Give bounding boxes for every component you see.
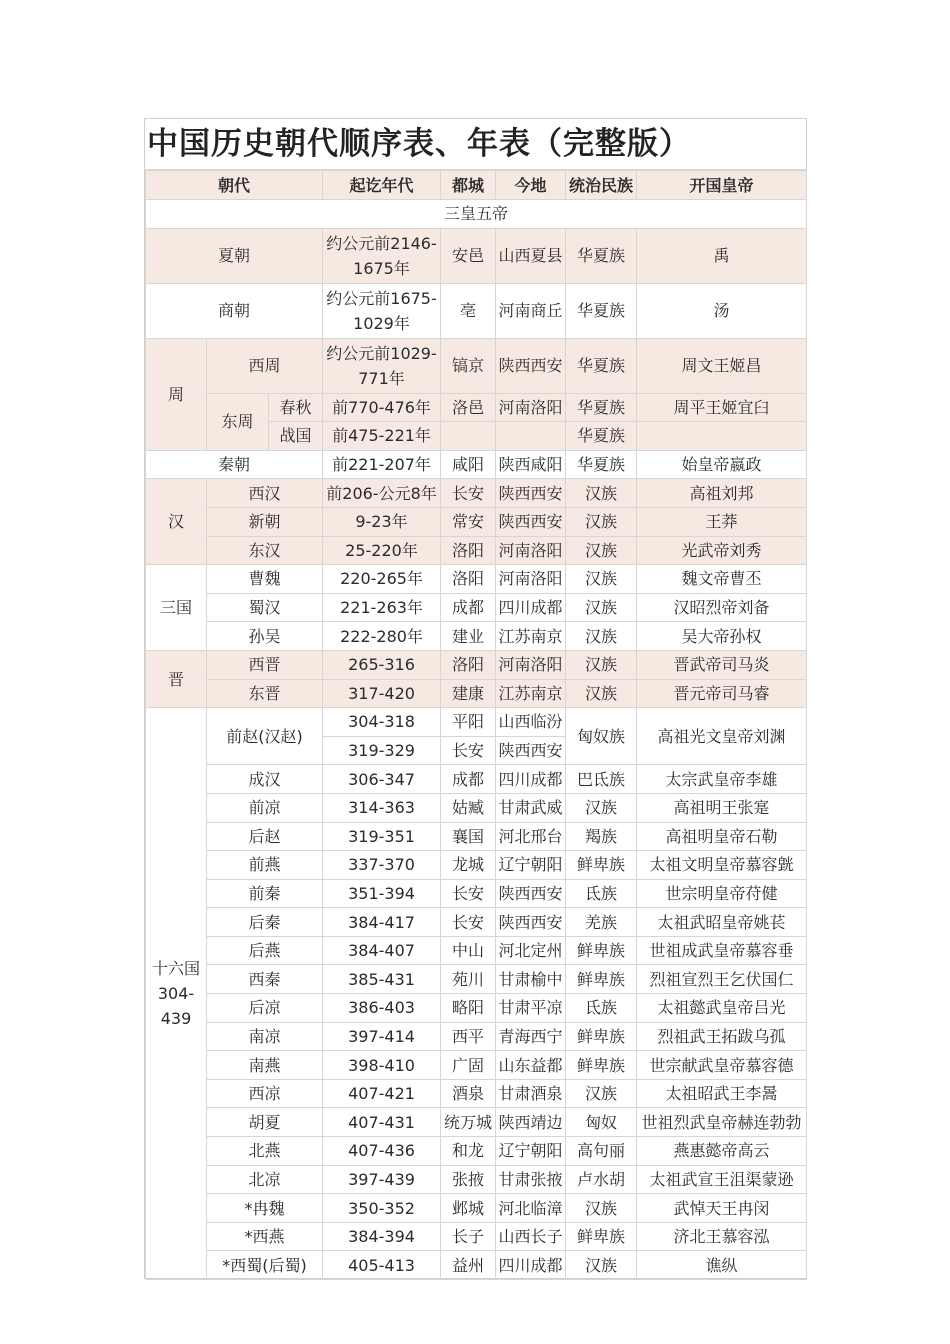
today-cell: 陕西咸阳 — [496, 450, 566, 479]
ethnic-cell: 巴氐族 — [566, 765, 637, 794]
years-cell: 222-280年 — [323, 622, 441, 651]
dynasty-cell: 东晋 — [207, 679, 323, 708]
years-cell: 384-407 — [323, 936, 441, 965]
ethnic-cell: 羯族 — [566, 822, 637, 851]
table-row — [146, 879, 807, 908]
founder-cell: 太祖昭武王李暠 — [637, 1079, 807, 1108]
group-zhou: 周 — [146, 338, 207, 450]
years-cell: 397-439 — [323, 1165, 441, 1194]
table-row — [146, 1251, 807, 1280]
today-cell: 陕西西安 — [496, 879, 566, 908]
capital-cell: 龙城 — [441, 851, 496, 880]
table-row — [146, 679, 807, 708]
ethnic-cell: 华夏族 — [566, 228, 637, 283]
today-cell: 山西临汾 — [496, 708, 566, 737]
ethnic-cell: 汉族 — [566, 536, 637, 565]
capital-cell: 成都 — [441, 593, 496, 622]
today-cell: 甘肃榆中 — [496, 965, 566, 994]
years-cell: 350-352 — [323, 1194, 441, 1223]
years-cell: 351-394 — [323, 879, 441, 908]
founder-cell: 王莽 — [637, 507, 807, 536]
ethnic-cell: 华夏族 — [566, 338, 637, 393]
years-cell: 319-351 — [323, 822, 441, 851]
table-row — [146, 765, 807, 794]
header-years: 起讫年代 — [323, 171, 441, 200]
today-cell: 辽宁朝阳 — [496, 851, 566, 880]
table-row — [146, 622, 807, 651]
years-cell: 约公元前1675-1029年 — [323, 283, 441, 338]
founder-cell: 周文王姬昌 — [637, 338, 807, 393]
years-cell: 397-414 — [323, 1022, 441, 1051]
today-cell: 河南洛阳 — [496, 393, 566, 422]
years-cell: 317-420 — [323, 679, 441, 708]
dynasty-cell: 东汉 — [207, 536, 323, 565]
years-cell: 前221-207年 — [323, 450, 441, 479]
capital-cell: 姑臧 — [441, 793, 496, 822]
ethnic-cell: 华夏族 — [566, 422, 637, 451]
ethnic-cell: 汉族 — [566, 479, 637, 508]
dynasty-cell: 战国 — [269, 422, 323, 451]
capital-cell: 洛阳 — [441, 565, 496, 594]
founder-cell: 烈祖武王拓跋乌孤 — [637, 1022, 807, 1051]
founder-cell: 高祖刘邦 — [637, 479, 807, 508]
table-row — [146, 936, 807, 965]
today-cell: 四川成都 — [496, 765, 566, 794]
years-cell: 9-23年 — [323, 507, 441, 536]
table-row — [146, 200, 807, 229]
ethnic-cell: 鲜卑族 — [566, 965, 637, 994]
dynasty-cell: 后燕 — [207, 936, 323, 965]
today-cell: 青海西宁 — [496, 1022, 566, 1051]
table-row — [146, 450, 807, 479]
ethnic-cell: 汉族 — [566, 679, 637, 708]
ethnic-cell: 华夏族 — [566, 393, 637, 422]
table-row — [146, 822, 807, 851]
table-row — [146, 1079, 807, 1108]
ethnic-cell: 鲜卑族 — [566, 936, 637, 965]
header-today: 今地 — [496, 171, 566, 200]
capital-cell: 益州 — [441, 1251, 496, 1280]
years-cell: 407-431 — [323, 1108, 441, 1137]
capital-cell: 中山 — [441, 936, 496, 965]
founder-cell: 世宗献武皇帝慕容德 — [637, 1051, 807, 1080]
years-cell: 221-263年 — [323, 593, 441, 622]
founder-cell: 燕惠懿帝高云 — [637, 1137, 807, 1166]
capital-cell: 建业 — [441, 622, 496, 651]
table-row — [146, 994, 807, 1023]
header-dynasty: 朝代 — [146, 171, 323, 200]
today-cell: 河南洛阳 — [496, 565, 566, 594]
dynasty-cell: 胡夏 — [207, 1108, 323, 1137]
today-cell: 四川成都 — [496, 1251, 566, 1280]
today-cell: 四川成都 — [496, 593, 566, 622]
ethnic-cell: 卢水胡 — [566, 1165, 637, 1194]
founder-cell: 太宗武皇帝李雄 — [637, 765, 807, 794]
header-founder: 开国皇帝 — [637, 171, 807, 200]
ethnic-cell: 鲜卑族 — [566, 1022, 637, 1051]
founder-cell: 吴大帝孙权 — [637, 622, 807, 651]
ethnic-cell: 华夏族 — [566, 283, 637, 338]
today-cell: 河南洛阳 — [496, 536, 566, 565]
today-cell: 陕西靖边 — [496, 1108, 566, 1137]
capital-cell: 长安 — [441, 736, 496, 765]
today-cell: 甘肃武威 — [496, 793, 566, 822]
capital-cell: 西平 — [441, 1022, 496, 1051]
years-cell: 385-431 — [323, 965, 441, 994]
ethnic-cell: 氐族 — [566, 879, 637, 908]
years-cell: 约公元前1029-771年 — [323, 338, 441, 393]
group-cell: 汉 — [146, 479, 207, 565]
table-row — [146, 793, 807, 822]
founder-cell: 周平王姬宜臼 — [637, 393, 807, 422]
today-cell — [496, 422, 566, 451]
table-row — [146, 708, 807, 737]
today-cell: 陕西西安 — [496, 507, 566, 536]
today-cell: 江苏南京 — [496, 622, 566, 651]
ethnic-cell: 鲜卑族 — [566, 1051, 637, 1080]
header-ethnic: 统治民族 — [566, 171, 637, 200]
years-cell: 386-403 — [323, 994, 441, 1023]
table-row — [146, 1051, 807, 1080]
founder-cell: 汉昭烈帝刘备 — [637, 593, 807, 622]
capital-cell: 安邑 — [441, 228, 496, 283]
founder-cell: 汤 — [637, 283, 807, 338]
capital-cell: 建康 — [441, 679, 496, 708]
today-cell: 陕西西安 — [496, 736, 566, 765]
today-cell: 陕西西安 — [496, 908, 566, 937]
ethnic-cell: 鲜卑族 — [566, 1222, 637, 1251]
table-row — [146, 1222, 807, 1251]
group-shiliuguo: 十六国304-439 — [146, 708, 207, 1280]
section-sanhuang: 三皇五帝 — [146, 200, 807, 229]
ethnic-cell: 氐族 — [566, 994, 637, 1023]
table-row — [146, 593, 807, 622]
dynasty-cell: 前秦 — [207, 879, 323, 908]
dynasty-cell: 前赵(汉赵) — [207, 708, 323, 765]
dynasty-table — [145, 170, 807, 1280]
capital-cell: 张掖 — [441, 1165, 496, 1194]
today-cell: 陕西西安 — [496, 479, 566, 508]
dynasty-cell: 西汉 — [207, 479, 323, 508]
dynasty-cell: 蜀汉 — [207, 593, 323, 622]
dynasty-cell: 后赵 — [207, 822, 323, 851]
capital-cell: 亳 — [441, 283, 496, 338]
capital-cell: 洛邑 — [441, 393, 496, 422]
today-cell: 陕西西安 — [496, 338, 566, 393]
founder-cell: 太祖文明皇帝慕容皝 — [637, 851, 807, 880]
capital-cell: 洛阳 — [441, 650, 496, 679]
years-cell: 314-363 — [323, 793, 441, 822]
capital-cell: 襄国 — [441, 822, 496, 851]
years-cell: 220-265年 — [323, 565, 441, 594]
founder-cell: 烈祖宣烈王乞伏国仁 — [637, 965, 807, 994]
ethnic-cell: 汉族 — [566, 622, 637, 651]
dynasty-cell: 曹魏 — [207, 565, 323, 594]
dynasty-cell: 新朝 — [207, 507, 323, 536]
dynasty-cell: 南凉 — [207, 1022, 323, 1051]
table-row — [146, 338, 807, 393]
ethnic-cell: 鲜卑族 — [566, 851, 637, 880]
today-cell: 河南洛阳 — [496, 650, 566, 679]
table-row — [146, 283, 807, 338]
table-row — [146, 1022, 807, 1051]
table-row — [146, 171, 807, 200]
ethnic-cell: 高句丽 — [566, 1137, 637, 1166]
years-cell: 384-417 — [323, 908, 441, 937]
ethnic-cell: 汉族 — [566, 1079, 637, 1108]
today-cell: 山西长子 — [496, 1222, 566, 1251]
founder-cell: 太祖武昭皇帝姚苌 — [637, 908, 807, 937]
group-cell: 三国 — [146, 565, 207, 651]
dynasty-cell: 成汉 — [207, 765, 323, 794]
today-cell: 甘肃平凉 — [496, 994, 566, 1023]
founder-cell: 高祖明王张寔 — [637, 793, 807, 822]
years-cell: 337-370 — [323, 851, 441, 880]
capital-cell: 邺城 — [441, 1194, 496, 1223]
capital-cell: 统万城 — [441, 1108, 496, 1137]
dynasty-cell: 西晋 — [207, 650, 323, 679]
table-row — [146, 650, 807, 679]
years-cell: 407-436 — [323, 1137, 441, 1166]
table-row — [146, 1165, 807, 1194]
founder-cell: 武悼天王冉闵 — [637, 1194, 807, 1223]
capital-cell: 咸阳 — [441, 450, 496, 479]
ethnic-cell: 汉族 — [566, 1251, 637, 1280]
founder-cell — [637, 422, 807, 451]
dynasty-cell: *冉魏 — [207, 1194, 323, 1223]
dynasty-cell: 秦朝 — [146, 450, 323, 479]
ethnic-cell: 汉族 — [566, 565, 637, 594]
subgroup-dongzhou: 东周 — [207, 393, 269, 450]
capital-cell — [441, 422, 496, 451]
ethnic-cell: 匈奴族 — [566, 708, 637, 765]
dynasty-cell: 北燕 — [207, 1137, 323, 1166]
dynasty-cell: *西蜀(后蜀) — [207, 1251, 323, 1280]
founder-cell: 世祖成武皇帝慕容垂 — [637, 936, 807, 965]
dynasty-cell: 西周 — [207, 338, 323, 393]
dynasty-cell: 夏朝 — [146, 228, 323, 283]
capital-cell: 洛阳 — [441, 536, 496, 565]
years-cell: 398-410 — [323, 1051, 441, 1080]
dynasty-cell: 北凉 — [207, 1165, 323, 1194]
page-title: 中国历史朝代顺序表、年表（完整版） — [145, 119, 806, 170]
table-row — [146, 1137, 807, 1166]
table-row — [146, 965, 807, 994]
years-cell: 前475-221年 — [323, 422, 441, 451]
capital-cell: 广固 — [441, 1051, 496, 1080]
founder-cell: 世宗明皇帝苻健 — [637, 879, 807, 908]
table-row — [146, 536, 807, 565]
table-row — [146, 565, 807, 594]
founder-cell: 晋元帝司马睿 — [637, 679, 807, 708]
capital-cell: 酒泉 — [441, 1079, 496, 1108]
ethnic-cell: 汉族 — [566, 1194, 637, 1223]
years-cell: 前770-476年 — [323, 393, 441, 422]
dynasty-cell: *西燕 — [207, 1222, 323, 1251]
capital-cell: 长安 — [441, 908, 496, 937]
capital-cell: 苑川 — [441, 965, 496, 994]
founder-cell: 世祖烈武皇帝赫连勃勃 — [637, 1108, 807, 1137]
founder-cell: 始皇帝嬴政 — [637, 450, 807, 479]
capital-cell: 成都 — [441, 765, 496, 794]
today-cell: 山东益都 — [496, 1051, 566, 1080]
years-cell: 319-329 — [323, 736, 441, 765]
dynasty-cell: 后凉 — [207, 994, 323, 1023]
years-cell: 384-394 — [323, 1222, 441, 1251]
years-cell: 前206-公元8年 — [323, 479, 441, 508]
dynasty-cell: 前凉 — [207, 793, 323, 822]
capital-cell: 镐京 — [441, 338, 496, 393]
dynasty-cell: 西凉 — [207, 1079, 323, 1108]
dynasty-cell: 后秦 — [207, 908, 323, 937]
capital-cell: 略阳 — [441, 994, 496, 1023]
capital-cell: 长安 — [441, 479, 496, 508]
table-row — [146, 507, 807, 536]
dynasty-cell: 商朝 — [146, 283, 323, 338]
dynasty-cell: 孙吴 — [207, 622, 323, 651]
ethnic-cell: 汉族 — [566, 593, 637, 622]
ethnic-cell: 汉族 — [566, 650, 637, 679]
founder-cell: 高祖明皇帝石勒 — [637, 822, 807, 851]
founder-cell: 禹 — [637, 228, 807, 283]
table-row — [146, 393, 807, 422]
today-cell: 甘肃酒泉 — [496, 1079, 566, 1108]
founder-cell: 太祖懿武皇帝吕光 — [637, 994, 807, 1023]
years-cell: 约公元前2146-1675年 — [323, 228, 441, 283]
table-row — [146, 908, 807, 937]
years-cell: 306-347 — [323, 765, 441, 794]
capital-cell: 长子 — [441, 1222, 496, 1251]
today-cell: 山西夏县 — [496, 228, 566, 283]
ethnic-cell: 华夏族 — [566, 450, 637, 479]
today-cell: 河北临漳 — [496, 1194, 566, 1223]
capital-cell: 和龙 — [441, 1137, 496, 1166]
years-cell: 25-220年 — [323, 536, 441, 565]
table-row — [146, 851, 807, 880]
years-cell: 265-316 — [323, 650, 441, 679]
years-cell: 407-421 — [323, 1079, 441, 1108]
today-cell: 河北邢台 — [496, 822, 566, 851]
dynasty-cell: 春秋 — [269, 393, 323, 422]
capital-cell: 常安 — [441, 507, 496, 536]
ethnic-cell: 羌族 — [566, 908, 637, 937]
founder-cell: 魏文帝曹丕 — [637, 565, 807, 594]
years-cell: 405-413 — [323, 1251, 441, 1280]
today-cell: 甘肃张掖 — [496, 1165, 566, 1194]
founder-cell: 太祖武宣王沮渠蒙逊 — [637, 1165, 807, 1194]
header-capital: 都城 — [441, 171, 496, 200]
founder-cell: 高祖光文皇帝刘渊 — [637, 708, 807, 765]
founder-cell: 济北王慕容泓 — [637, 1222, 807, 1251]
founder-cell: 光武帝刘秀 — [637, 536, 807, 565]
years-cell: 304-318 — [323, 708, 441, 737]
today-cell: 河北定州 — [496, 936, 566, 965]
ethnic-cell: 匈奴 — [566, 1108, 637, 1137]
table-row — [146, 228, 807, 283]
capital-cell: 平阳 — [441, 708, 496, 737]
today-cell: 辽宁朝阳 — [496, 1137, 566, 1166]
founder-cell: 谯纵 — [637, 1251, 807, 1280]
dynasty-table-document — [144, 118, 807, 1279]
ethnic-cell: 汉族 — [566, 793, 637, 822]
table-row — [146, 1194, 807, 1223]
table-row — [146, 1108, 807, 1137]
dynasty-cell: 南燕 — [207, 1051, 323, 1080]
today-cell: 河南商丘 — [496, 283, 566, 338]
today-cell: 江苏南京 — [496, 679, 566, 708]
table-row — [146, 479, 807, 508]
founder-cell: 晋武帝司马炎 — [637, 650, 807, 679]
group-cell: 晋 — [146, 650, 207, 707]
dynasty-cell: 前燕 — [207, 851, 323, 880]
ethnic-cell: 汉族 — [566, 507, 637, 536]
capital-cell: 长安 — [441, 879, 496, 908]
dynasty-cell: 西秦 — [207, 965, 323, 994]
